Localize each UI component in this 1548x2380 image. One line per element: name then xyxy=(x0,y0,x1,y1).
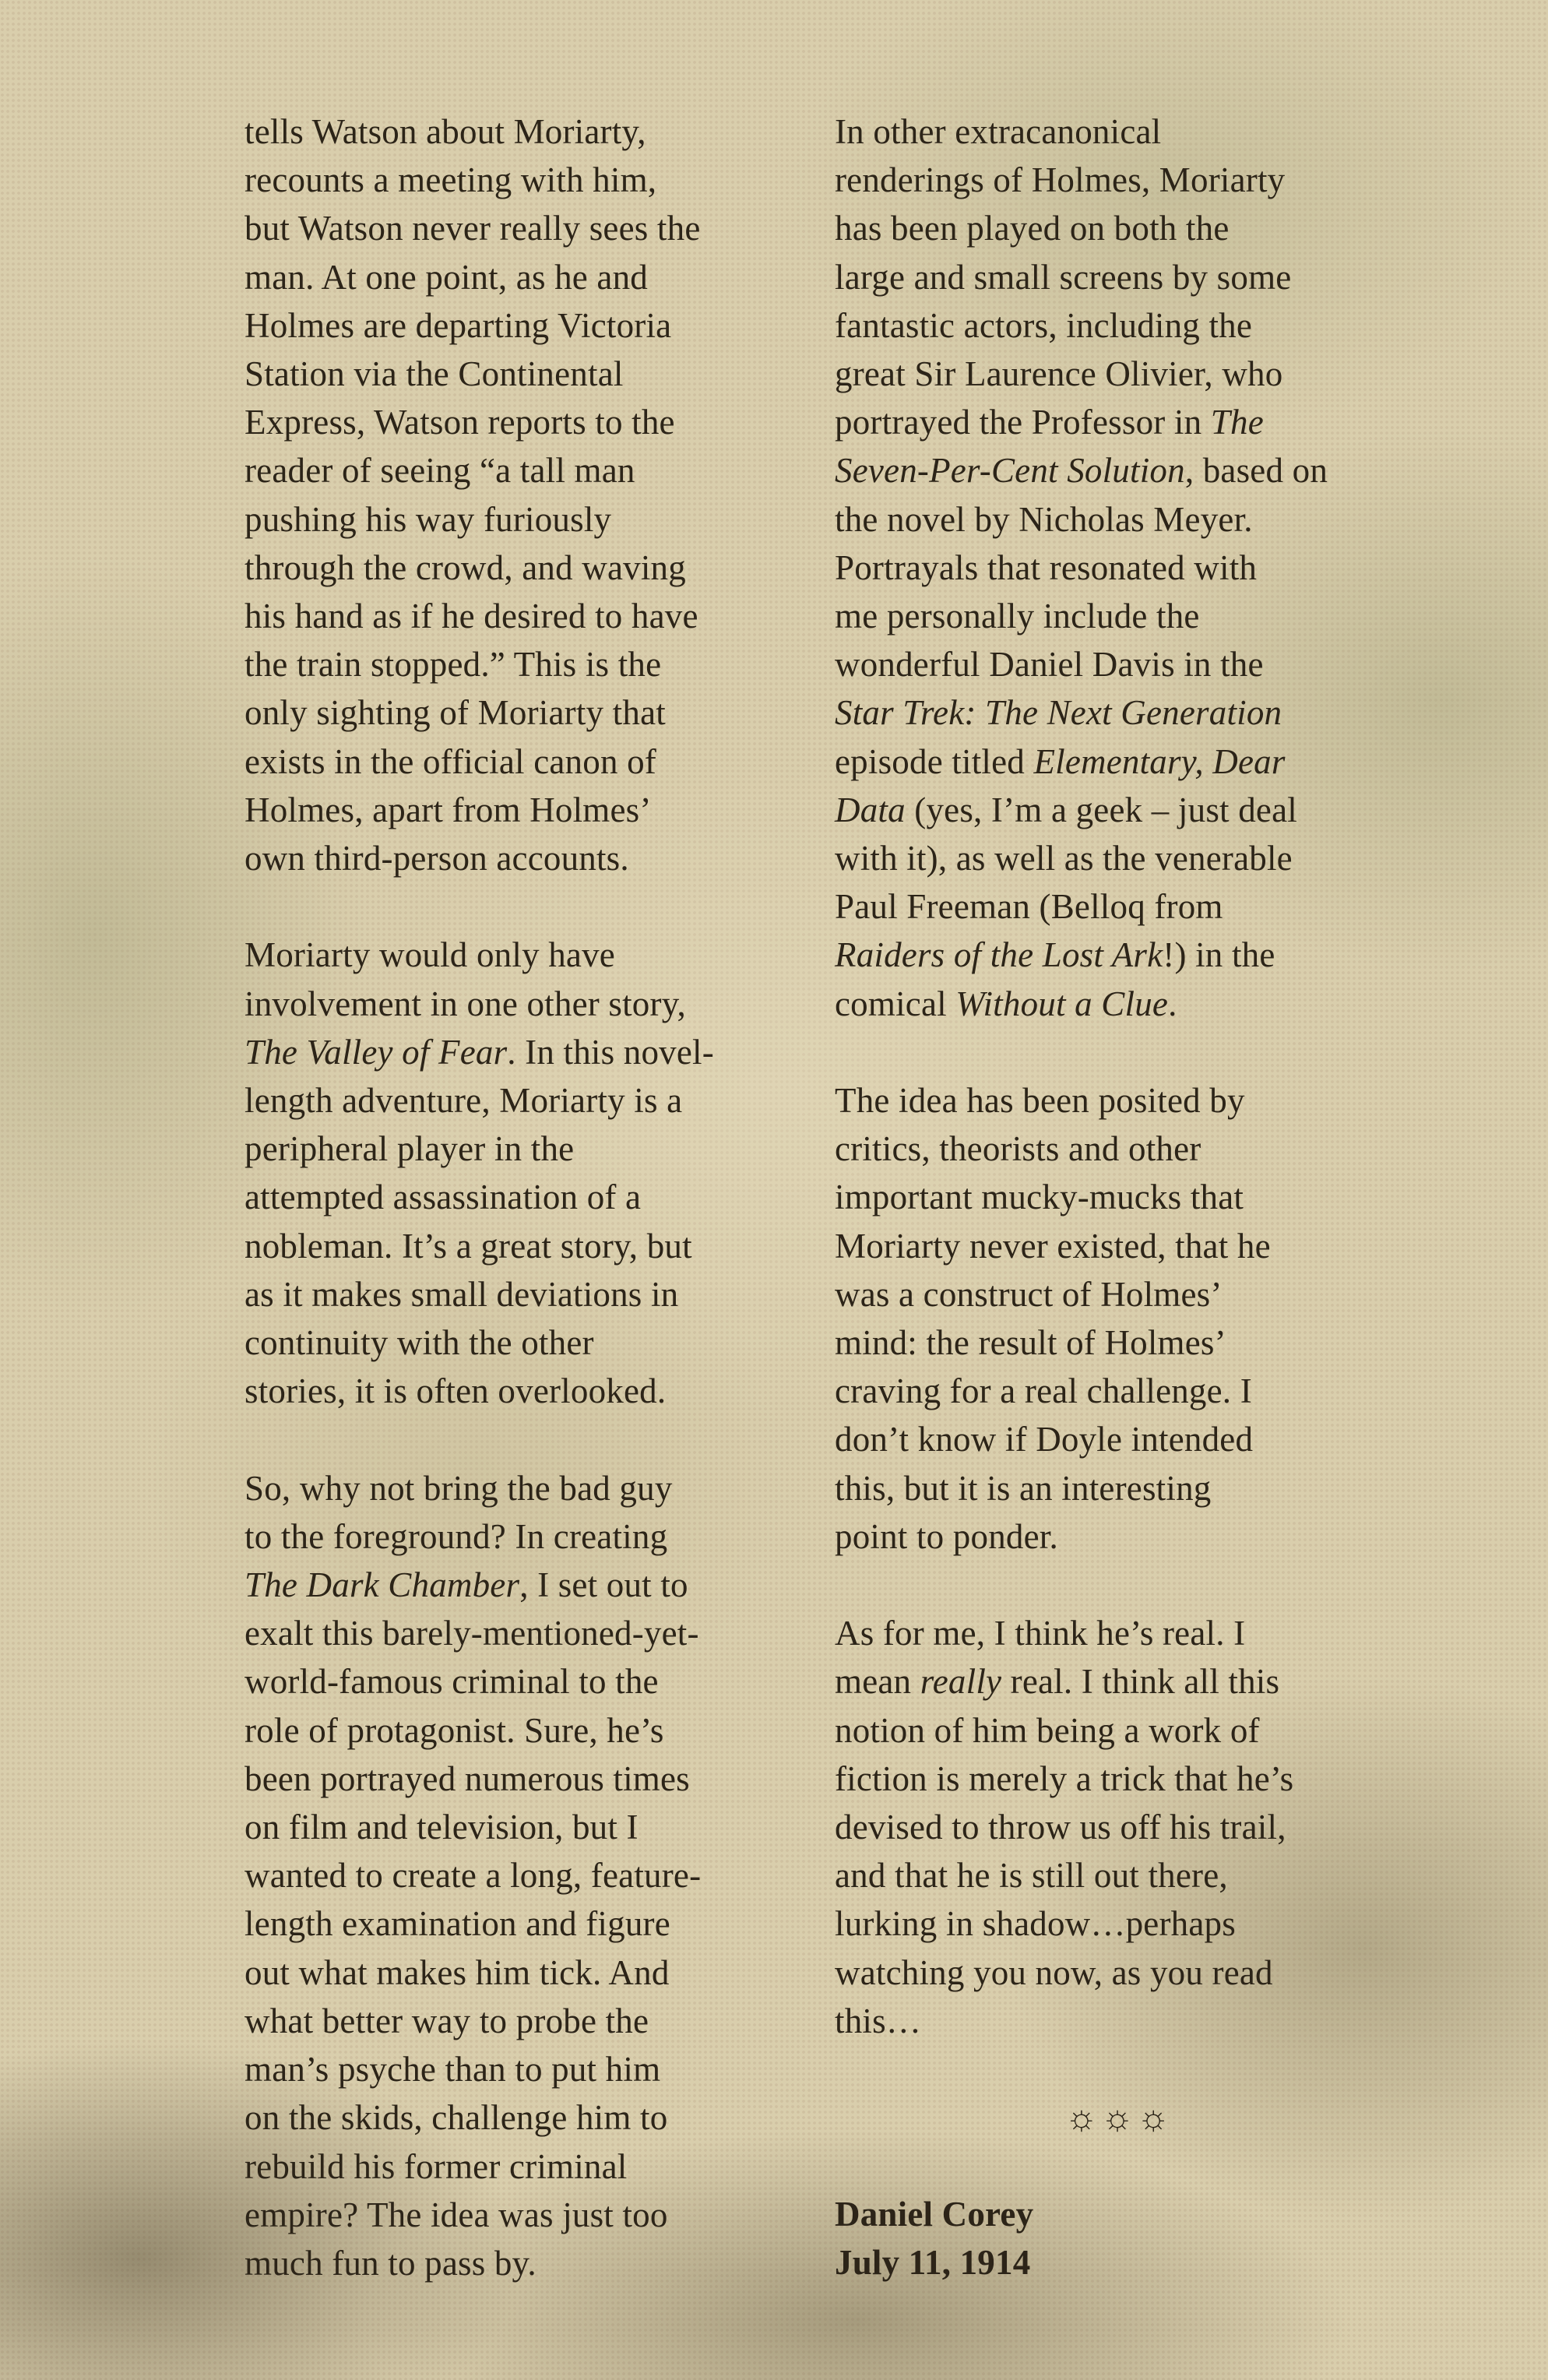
text-line: world-famous criminal to the xyxy=(245,1662,659,1702)
text-line: to the foreground? In creating xyxy=(245,1516,668,1556)
emphasis: really xyxy=(920,1662,1002,1702)
text-line: exists in the official canon of xyxy=(245,741,656,781)
film-title: Without a Clue xyxy=(955,984,1169,1023)
text-line xyxy=(835,931,1380,979)
paragraph-valley-of-fear xyxy=(245,931,790,1415)
text-line: watching you now, as you read xyxy=(835,1952,1273,1992)
text-fragment: episode titled xyxy=(835,741,1034,781)
text-line: rebuild his former criminal xyxy=(245,2146,628,2186)
episode-title: Data xyxy=(835,790,906,829)
text-line: what better way to probe the xyxy=(245,2001,649,2040)
text-fragment: mean xyxy=(835,1662,920,1702)
text-line: fiction is merely a trick that he’s xyxy=(835,1759,1294,1798)
text-line: empire? The idea was just too xyxy=(245,2195,668,2234)
text-line: peripheral player in the xyxy=(245,1129,575,1169)
show-title: Star Trek: The Next Generation xyxy=(835,693,1282,733)
text-line xyxy=(835,446,1380,495)
book-title: The xyxy=(1210,403,1264,442)
text-line: Express, Watson reports to the xyxy=(245,403,675,442)
text-line xyxy=(835,980,1380,1028)
text-line: with it), as well as the venerable xyxy=(835,839,1293,878)
text-line: and that he is still out there, xyxy=(835,1856,1228,1896)
text-line: point to ponder. xyxy=(835,1516,1058,1556)
text-line xyxy=(835,786,1380,834)
text-line: involvement in one other story, xyxy=(245,984,686,1023)
text-line: Portrayals that resonated with xyxy=(835,547,1258,587)
text-line: mind: the result of Holmes’ xyxy=(835,1323,1226,1363)
text-line: Station via the Continental xyxy=(245,354,624,394)
text-line: out what makes him tick. And xyxy=(245,1952,670,1992)
text-line: has been played on both the xyxy=(835,209,1230,248)
text-fragment: . In this novel- xyxy=(507,1032,714,1072)
text-line: Holmes are departing Victoria xyxy=(245,305,672,345)
text-line: don’t know if Doyle intended xyxy=(835,1420,1254,1459)
text-line: own third-person accounts. xyxy=(245,839,629,878)
text-line: wonderful Daniel Davis in the xyxy=(835,645,1264,685)
text-line: Holmes, apart from Holmes’ xyxy=(245,790,652,829)
text-line: only sighting of Moriarty that xyxy=(245,693,666,733)
text-line: but Watson never really sees the xyxy=(245,209,701,248)
paragraph-construct-theory xyxy=(835,1076,1380,1561)
text-line: me personally include the xyxy=(835,597,1200,636)
text-line: the train stopped.” This is the xyxy=(245,645,662,685)
paragraph-dark-chamber xyxy=(245,1464,790,2287)
text-fragment: portrayed the Professor in xyxy=(835,403,1211,442)
text-line: devised to throw us off his trail, xyxy=(835,1808,1286,1847)
text-line xyxy=(835,738,1380,786)
text-line xyxy=(245,1561,790,1609)
text-line: great Sir Laurence Olivier, who xyxy=(835,354,1283,394)
text-line: pushing his way furiously xyxy=(245,499,612,539)
text-line: renderings of Holmes, Moriarty xyxy=(835,160,1286,200)
text-line: much fun to pass by. xyxy=(245,2243,537,2283)
text-fragment: . xyxy=(1168,984,1177,1023)
paragraph-screen-portrayals xyxy=(835,107,1380,1028)
text-line: large and small screens by some xyxy=(835,257,1292,297)
text-line: craving for a real challenge. I xyxy=(835,1371,1252,1411)
text-line: tells Watson about Moriarty, xyxy=(245,112,646,151)
text-line: nobleman. It’s a great story, but xyxy=(245,1226,692,1266)
text-line xyxy=(245,1028,790,1076)
text-line: man. At one point, as he and xyxy=(245,257,649,297)
text-line: important mucky-mucks that xyxy=(835,1178,1244,1217)
text-line: man’s psyche than to put him xyxy=(245,2050,661,2090)
text-line: role of protagonist. Sure, he’s xyxy=(245,1710,664,1750)
text-line: In other extracanonical xyxy=(835,112,1162,151)
text-line: attempted assassination of a xyxy=(245,1178,642,1217)
text-line: the novel by Nicholas Meyer. xyxy=(835,499,1253,539)
text-line: fantastic actors, including the xyxy=(835,305,1253,345)
film-title: Raiders of the Lost Ark xyxy=(835,935,1163,975)
text-line: notion of him being a work of xyxy=(835,1710,1260,1750)
text-line: critics, theorists and other xyxy=(835,1129,1201,1169)
text-line: length adventure, Moriarty is a xyxy=(245,1081,683,1121)
text-line: Moriarty would only have xyxy=(245,935,615,975)
text-fragment: real. I think all this xyxy=(1001,1662,1280,1702)
paragraph-closing xyxy=(835,1609,1380,2045)
text-line: stories, it is often overlooked. xyxy=(245,1371,667,1411)
text-line: exalt this barely-mentioned-yet- xyxy=(245,1614,699,1653)
text-fragment: , I set out to xyxy=(519,1565,688,1605)
text-line: lurking in shadow…perhaps xyxy=(835,1904,1236,1944)
text-line xyxy=(835,398,1380,446)
text-line: The idea has been posited by xyxy=(835,1081,1245,1121)
signature-block xyxy=(835,2190,1380,2287)
left-column xyxy=(245,107,790,2336)
section-separator-ornament: ☼☼☼ xyxy=(1064,2097,1173,2138)
author-name: Daniel Corey xyxy=(835,2195,1034,2234)
text-line: as it makes small deviations in xyxy=(245,1274,679,1314)
book-title: Seven-Per-Cent Solution xyxy=(835,451,1185,491)
text-line: reader of seeing “a tall man xyxy=(245,451,635,491)
text-fragment: !) in the xyxy=(1163,935,1275,975)
text-line: through the crowd, and waving xyxy=(245,547,686,587)
text-line: this… xyxy=(835,2001,922,2040)
paragraph-canon-sighting xyxy=(245,107,790,882)
text-line: his hand as if he desired to have xyxy=(245,597,698,636)
text-line xyxy=(835,1657,1380,1706)
text-line: length examination and figure xyxy=(245,1904,670,1944)
text-line: was a construct of Holmes’ xyxy=(835,1274,1223,1314)
text-line: continuity with the other xyxy=(245,1323,594,1363)
text-line: been portrayed numerous times xyxy=(245,1759,690,1798)
text-line: Paul Freeman (Belloq from xyxy=(835,887,1223,927)
book-title: The Valley of Fear xyxy=(245,1032,508,1072)
text-line: Moriarty never existed, that he xyxy=(835,1226,1271,1266)
text-line: recounts a meeting with him, xyxy=(245,160,657,200)
episode-title: Elementary, Dear xyxy=(1033,741,1286,781)
text-line: As for me, I think he’s real. I xyxy=(835,1614,1246,1653)
right-column xyxy=(835,107,1380,2287)
signature-date: July 11, 1914 xyxy=(835,2243,1031,2283)
text-line: this, but it is an interesting xyxy=(835,1468,1212,1508)
text-fragment: (yes, I’m a geek – just deal xyxy=(905,790,1297,829)
text-line: on film and television, but I xyxy=(245,1808,639,1847)
book-title: The Dark Chamber xyxy=(245,1565,520,1605)
text-line: So, why not bring the bad guy xyxy=(245,1468,673,1508)
text-fragment: , based on xyxy=(1184,451,1328,491)
text-fragment: comical xyxy=(835,984,956,1023)
text-line: on the skids, challenge him to xyxy=(245,2098,668,2138)
text-line: wanted to create a long, feature- xyxy=(245,1856,702,1896)
